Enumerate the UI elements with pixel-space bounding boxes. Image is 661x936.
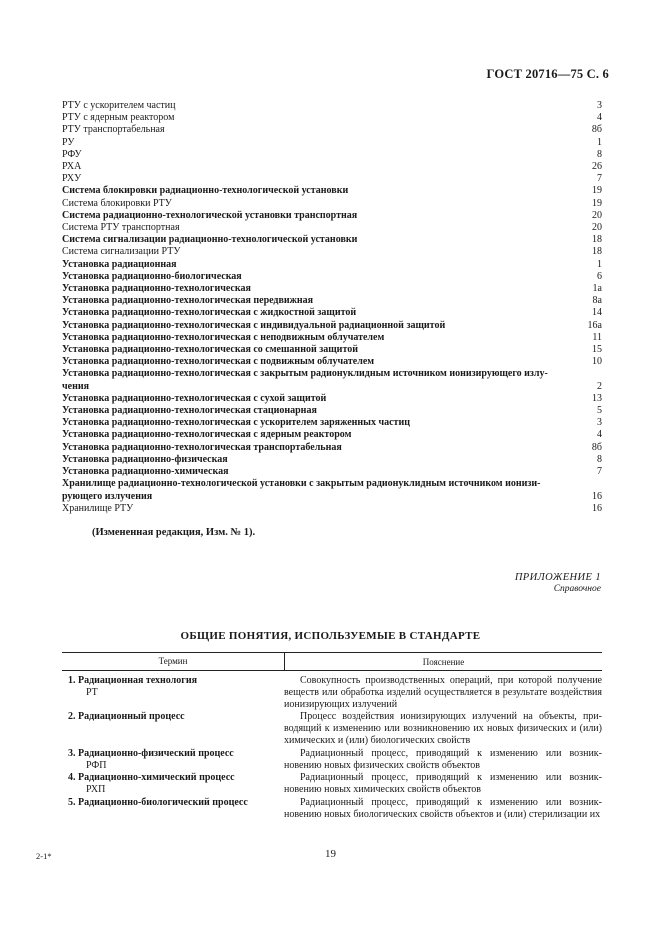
explanation-cell: Процесс воздействия ионизирующих излучений на объекты, приводящий к изменению или возникновению их новых физических и (или) химических и (или) биологических свойств	[284, 711, 602, 746]
index-term: Система блокировки РТУ	[62, 197, 172, 209]
index-row	[62, 100, 602, 112]
index-row	[62, 234, 602, 246]
revision-note: (Измененная редакция, Изм. № 1).	[92, 527, 256, 538]
index-row	[62, 478, 602, 490]
index-page: 15	[592, 344, 602, 356]
index-term: Установка радиационно-технологическая	[62, 283, 251, 295]
index-term: РТУ с ядерным реактором	[62, 112, 175, 124]
index-row	[62, 381, 602, 393]
index-row	[62, 259, 602, 271]
index-page: 8б	[591, 441, 602, 453]
index-term: чения	[62, 380, 90, 392]
index-row	[62, 491, 602, 503]
index-row	[62, 283, 602, 295]
index-row	[62, 173, 602, 185]
index-row	[62, 503, 602, 515]
term-cell	[62, 748, 278, 772]
index-row	[62, 295, 602, 307]
table-row	[62, 711, 602, 746]
appendix-subtitle: Справочное	[553, 584, 601, 594]
index-term: Установка радиационно-технологическая передвижная	[62, 295, 314, 307]
index-row	[62, 393, 602, 405]
index-page: 20	[592, 209, 602, 221]
term-abbreviation: РХП	[86, 784, 106, 796]
index-term: РТУ с ускорителем частиц	[62, 100, 176, 111]
index-page: 2	[597, 380, 602, 392]
term-name: 4. Радиационно-химический процесс	[68, 772, 235, 784]
index-page: 6	[597, 270, 602, 282]
table-row	[62, 675, 602, 710]
term-cell	[62, 711, 278, 746]
index-row	[62, 185, 602, 197]
page-number: 19	[325, 848, 336, 860]
column-header-explanation: Пояснение	[422, 656, 465, 667]
index-page: 7	[597, 173, 602, 185]
index-row	[62, 210, 602, 222]
index-page: 1	[597, 136, 602, 148]
index-page: 8	[597, 148, 602, 160]
index-page: 3	[597, 100, 602, 111]
term-abbreviation: РФП	[86, 759, 107, 771]
page-header: ГОСТ 20716—75 С. 6	[486, 67, 609, 81]
index-row	[62, 271, 602, 283]
index-term: Установка радиационно-технологическая с индивидуальной радиационной защитой	[62, 319, 446, 331]
index-term: РХА	[62, 161, 82, 173]
index-row	[62, 368, 602, 380]
index-row	[62, 405, 602, 417]
term-name: 5. Радиационно-биологический процесс	[68, 796, 248, 808]
terms-table	[62, 652, 602, 822]
index-term: Установка радиационно-технологическая со смешанной защитой	[62, 344, 358, 356]
term-abbreviation: РТ	[86, 686, 98, 698]
term-cell	[62, 797, 278, 821]
index-row	[62, 149, 602, 161]
index-row	[62, 320, 602, 332]
index-page: 4	[597, 429, 602, 441]
index-term: Установка радиационно-биологическая	[62, 270, 242, 282]
index-page: 7	[597, 466, 602, 478]
term-index-list	[62, 100, 602, 515]
index-page: 11	[592, 331, 602, 343]
index-row	[62, 307, 602, 319]
index-row	[62, 332, 602, 344]
appendix-label	[515, 572, 601, 594]
index-term: РТУ транспортабельная	[62, 124, 165, 136]
table-body	[62, 671, 602, 821]
index-row	[62, 356, 602, 368]
index-row	[62, 198, 602, 210]
section-title: ОБЩИЕ ПОНЯТИЯ, ИСПОЛЬЗУЕМЫЕ В СТАНДАРТЕ	[180, 630, 481, 642]
index-page: 13	[592, 392, 602, 404]
index-term: Установка радиационно-технологическая с жидкостной защитой	[62, 307, 357, 319]
index-page: 8б	[591, 124, 602, 136]
term-cell	[62, 675, 278, 710]
index-term: Установка радиационно-физическая	[62, 453, 228, 465]
index-term: Установка радиационно-технологическая с сухой защитой	[62, 392, 327, 404]
index-page: 16	[592, 490, 602, 502]
index-term: Установка радиационно-технологическая с ускорителем заряженных частиц	[62, 417, 410, 429]
index-page: 19	[592, 185, 602, 197]
index-term: Система сигнализации РТУ	[62, 246, 181, 258]
table-row	[62, 772, 602, 796]
index-term: Система радиационно-технологической установки транспортная	[62, 209, 358, 221]
index-page: 19	[592, 197, 602, 209]
index-term: РФУ	[62, 148, 82, 160]
index-term: РХУ	[62, 173, 82, 185]
index-page: 5	[597, 405, 602, 417]
index-term: Установка радиационно-технологическая стационарная	[62, 405, 317, 417]
table-header	[62, 652, 602, 671]
index-row	[62, 246, 602, 258]
term-name: 1. Радиационная технология	[68, 675, 197, 686]
column-header-term: Термин	[62, 653, 285, 670]
index-row	[62, 454, 602, 466]
index-row	[62, 222, 602, 234]
index-term: Хранилище РТУ	[62, 502, 134, 514]
index-row	[62, 161, 602, 173]
index-term: Хранилище радиационно-технологической установки с закрытым радионуклидным источником ионизи-	[62, 478, 541, 490]
table-row	[62, 797, 602, 821]
index-term: Система сигнализации радиационно-технологической установки	[62, 234, 358, 246]
index-row	[62, 124, 602, 136]
index-term: Установка радиационно-технологическая транспортабельная	[62, 441, 342, 453]
index-term: Установка радиационно-химическая	[62, 466, 229, 478]
index-page: 20	[592, 222, 602, 234]
index-row	[62, 429, 602, 441]
index-term: Установка радиационно-технологическая с закрытым радионуклидным источником ионизирующего излу-	[62, 368, 548, 380]
index-page: 3	[597, 417, 602, 429]
index-row	[62, 112, 602, 124]
footer-sheet-mark: 2-1*	[36, 851, 52, 861]
index-row	[62, 466, 602, 478]
index-row	[62, 344, 602, 356]
index-page: 26	[592, 161, 602, 173]
term-name: 2. Радиационный процесс	[68, 711, 185, 723]
index-row	[62, 137, 602, 149]
index-term: Установка радиационно-технологическая с подвижным облучателем	[62, 356, 375, 368]
index-term: Установка радиационно-технологическая с ядерным реактором	[62, 429, 352, 441]
index-page: 14	[592, 307, 602, 319]
explanation-cell: Радиационный процесс, приводящий к изменению или возникновению новых физических свойств объектов	[284, 747, 602, 771]
index-page: 10	[592, 356, 602, 368]
appendix-title: ПРИЛОЖЕНИЕ 1	[514, 572, 601, 583]
index-row	[62, 442, 602, 454]
explanation-cell: Совокупность производственных операций, при которой получение веществ или обработка изделий осуществляется в результате воздействия ионизирующих излучений	[284, 675, 602, 710]
index-page: 1	[597, 258, 602, 270]
explanation-cell: Радиационный процесс, приводящий к изменению или возникновению новых биологических свойств объектов и (или) стерилизации их	[284, 796, 602, 820]
index-page: 16	[592, 502, 602, 514]
index-page: 18	[592, 234, 602, 246]
index-page: 8а	[592, 295, 602, 307]
term-name: 3. Радиационно-физический процесс	[68, 747, 234, 759]
index-page: 18	[592, 246, 602, 258]
explanation-cell: Радиационный процесс, приводящий к изменению или возникновению новых химических свойств объектов	[284, 772, 602, 796]
index-page: 8	[597, 453, 602, 465]
index-term: Установка радиационная	[62, 258, 177, 270]
index-term: РУ	[62, 136, 75, 148]
index-term: Система блокировки радиационно-технологической установки	[62, 185, 349, 197]
index-term: Система РТУ транспортная	[62, 222, 180, 234]
index-page: 4	[597, 112, 602, 124]
index-term: рующего излучения	[62, 490, 153, 502]
index-page: 1а	[592, 283, 602, 295]
index-term: Установка радиационно-технологическая с неподвижным облучателем	[62, 331, 385, 343]
term-cell	[62, 772, 278, 796]
table-row	[62, 748, 602, 772]
index-page: 16а	[587, 319, 602, 331]
index-row	[62, 417, 602, 429]
